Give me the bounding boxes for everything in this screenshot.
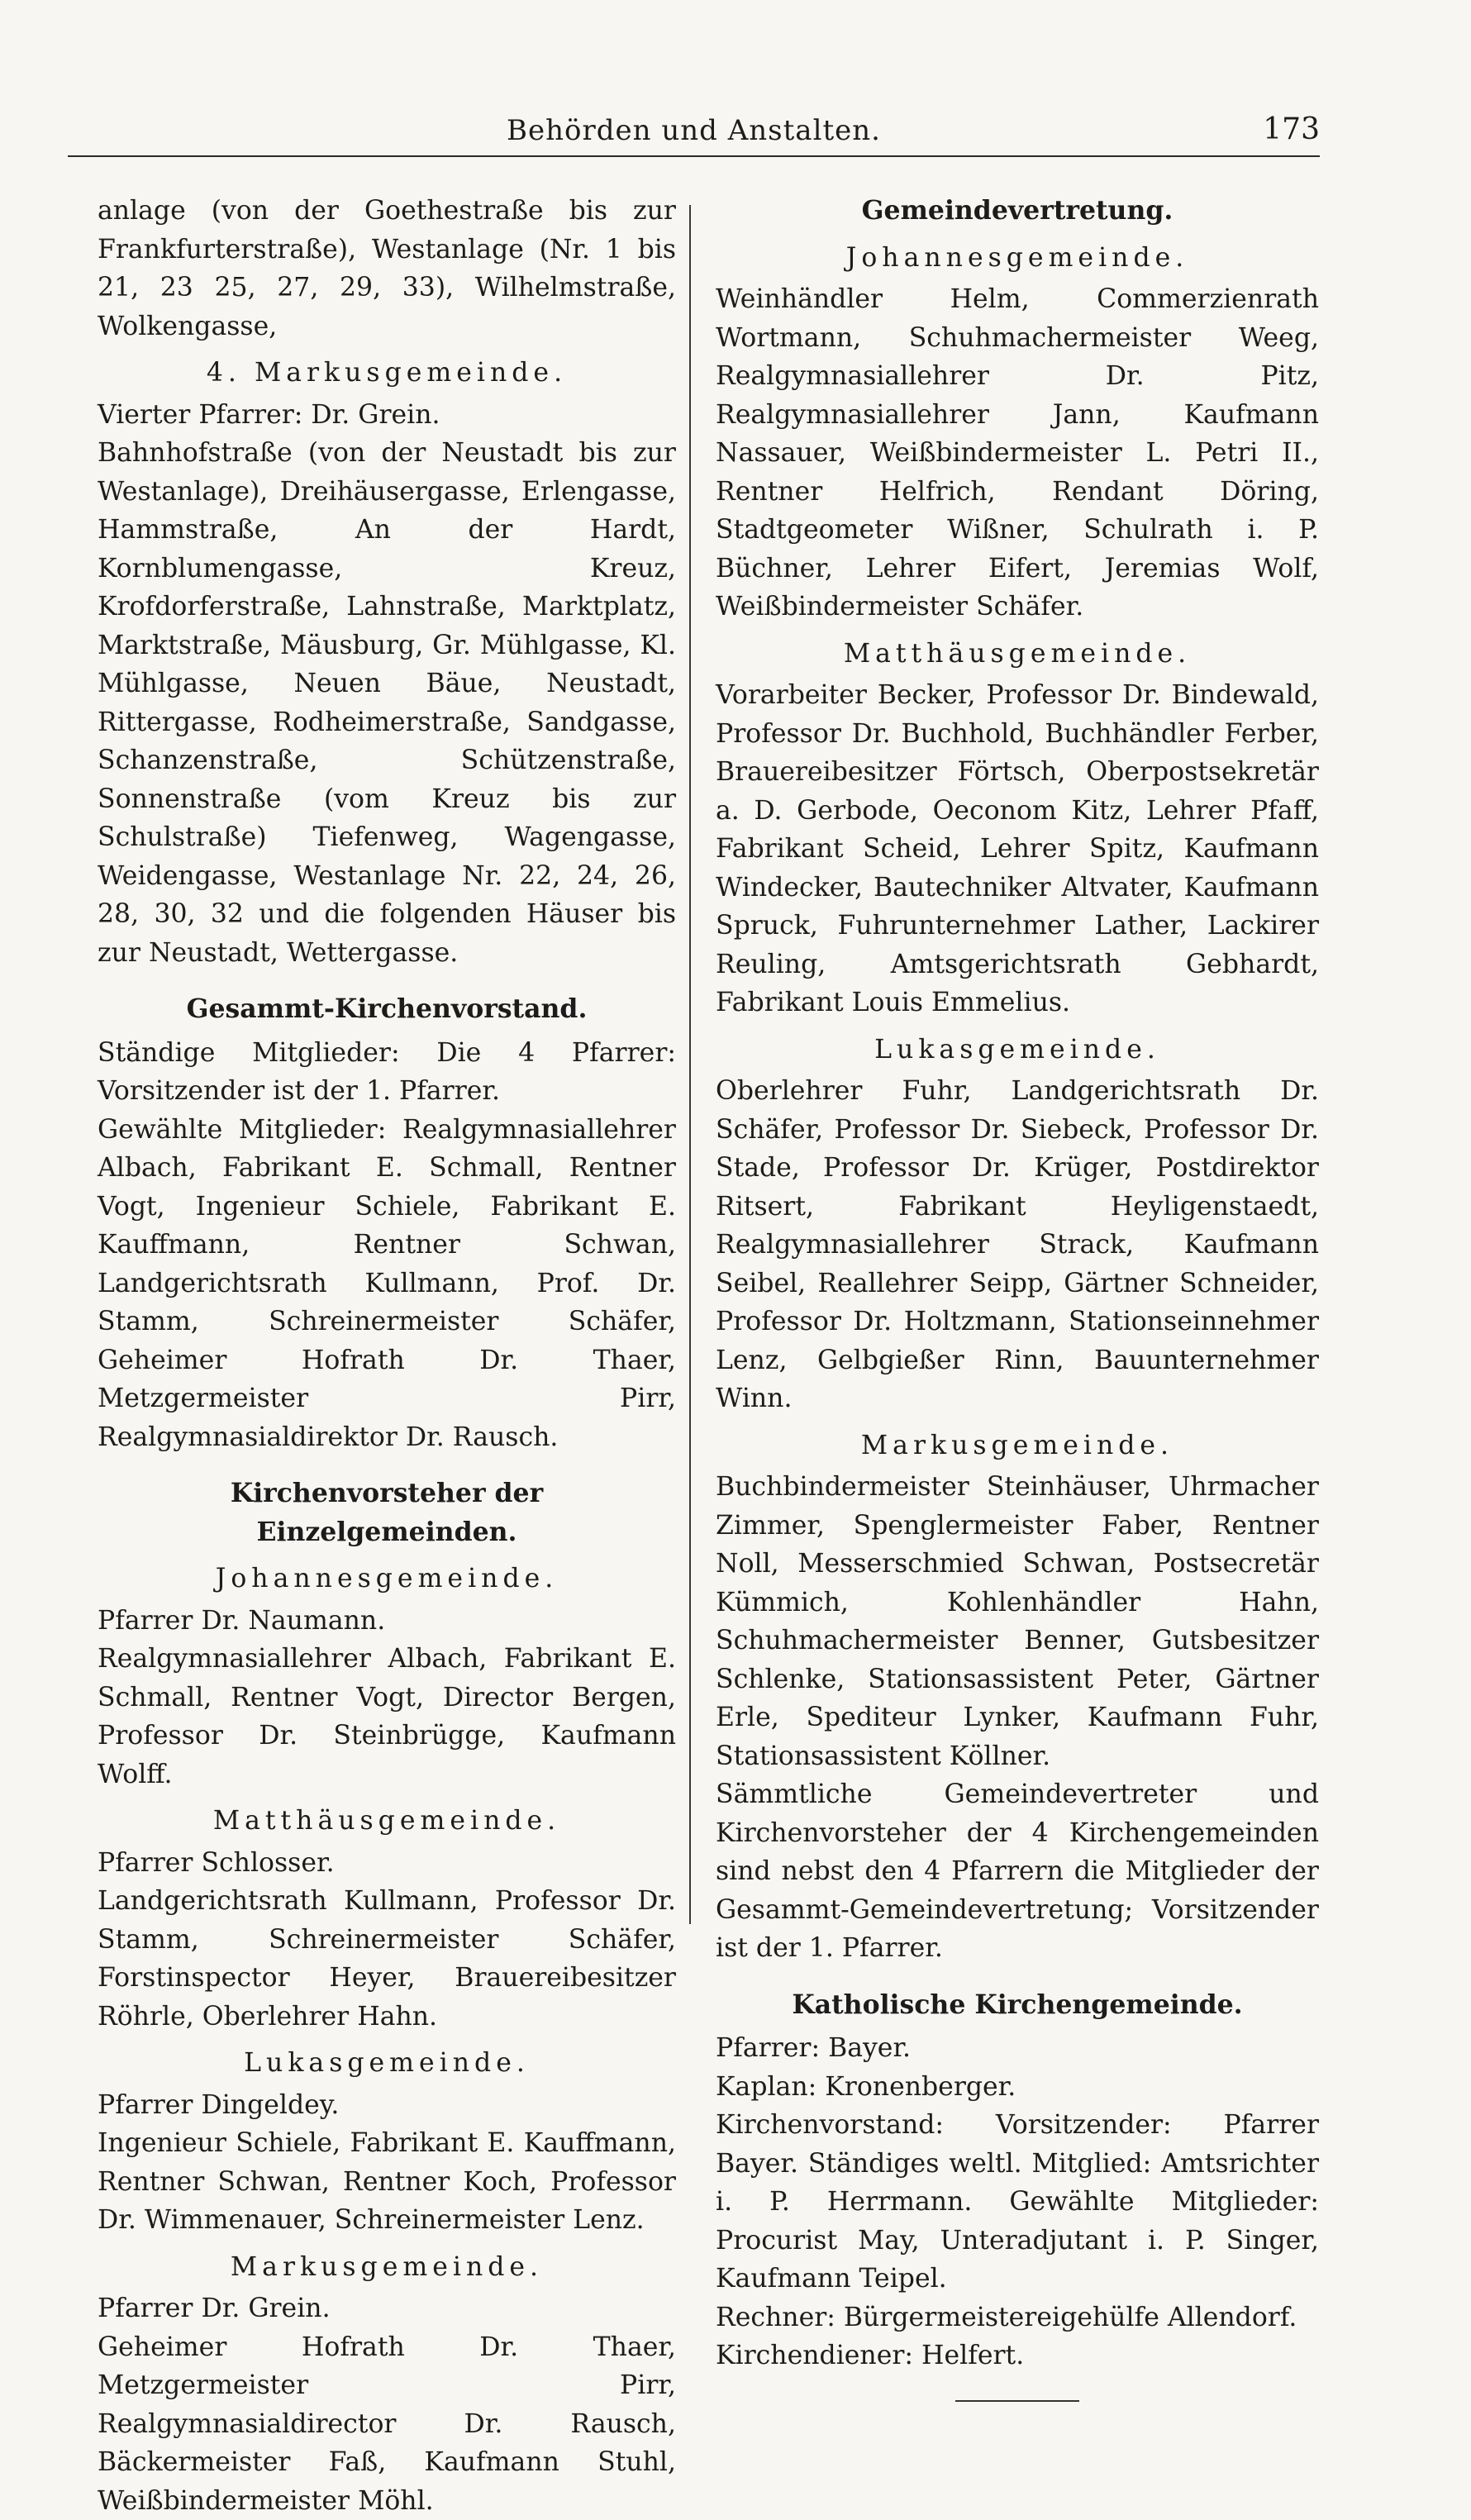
kv-johannes-members: Realgymnasiallehrer Albach, Fabrikant E. Schmall, Rentner Vogt, Director Bergen, Professor Dr. Steinbrügge, Kaufmann Wolff.	[98, 1640, 676, 1794]
kath-sexton: Kirchendiener: Helfert.	[716, 2337, 1319, 2375]
markus-streets: Bahnhofstraße (von der Neustadt bis zur Westanlage), Dreihäusergasse, Erlengasse, Hammstraße, An der Hardt, Kornblumengasse, Kreuz, Krofdorferstraße, Lahnstraße, Marktplatz, Marktstraße, Mäusburg, Gr. Mühlgasse, Kl. Mühlgasse, Neuen Bäue, Neustadt, Rittergasse, Rodheimerstraße, Sandgasse, Schanzenstraße, Schützenstraße, Sonnenstraße (vom Kreuz bis zur Schulstraße) Tiefenweg, Wagengasse, Weidengasse, Westanlage Nr. 22, 24, 26, 28, 30, 32 und die folgenden Häuser bis zur Neustadt, Wettergasse.	[98, 434, 676, 972]
gv-note: Sämmtliche Gemeindevertreter und Kirchenvorsteher der 4 Kirchengemeinden sind nebst den 4 Pfarrern die Mitglieder der Gesammt-Gemeindevertretung; Vorsitzender ist der 1. Pfarrer.	[716, 1775, 1319, 1968]
kath-church-board: Kirchenvorstand: Vorsitzender: Pfarrer Bayer. Ständiges weltl. Mitglied: Amtsrichter i. P. Herrmann. Gewählte Mitglieder: Procurist May, Unteradjutant i. P. Singer, Kaufmann Teipel.	[716, 2106, 1319, 2298]
kv-lukas-members: Ingenieur Schiele, Fabrikant E. Kauffmann, Rentner Schwan, Rentner Koch, Professor Dr. Wimmenauer, Schreinermeister Lenz.	[98, 2124, 676, 2240]
gesammt-kirchenvorstand-heading: Gesammt-Kirchenvorstand.	[98, 990, 676, 1029]
gv-johannes-members: Weinhändler Helm, Commerzienrath Wortmann, Schuhmachermeister Weeg, Realgymnasiallehrer Dr. Pitz, Realgymnasiallehrer Jann, Kaufmann Nassauer, Weißbindermeister L. Petri II., Rentner Helfrich, Rendant Döring, Stadtgeometer Wißner, Schulrath i. P. Büchner, Lehrer Eifert, Jeremias Wolf, Weißbindermeister Schäfer.	[716, 280, 1319, 626]
gesammt-elected-members: Gewählte Mitglieder: Realgymnasiallehrer Albach, Fabrikant E. Schmall, Rentner Vogt, Ingenieur Schiele, Fabrikant E. Kauffmann, Rentner Schwan, Landgerichtsrath Kullmann, Prof. Dr. Stamm, Schreinermeister Schäfer, Geheimer Hofrath Dr. Thaer, Metzgermeister Pirr, Realgymnasialdirektor Dr. Rausch.	[98, 1111, 676, 1457]
gemeindevertretung-heading: Gemeindevertretung.	[716, 192, 1319, 231]
kath-chaplain: Kaplan: Kronenberger.	[716, 2068, 1319, 2107]
gv-markus-members: Buchbindermeister Steinhäuser, Uhrmacher Zimmer, Spenglermeister Faber, Rentner Noll, Messerschmied Schwan, Postsecretär Kümmich, Kohlenhändler Hahn, Schuhmachermeister Benner, Gutsbesitzer Schlenke, Stationsassistent Peter, Gärtner Erle, Spediteur Lynker, Kaufmann Fuhr, Stationsassistent Köllner.	[716, 1468, 1319, 1775]
gv-matthaeus-heading: Matthäusgemeinde.	[716, 635, 1319, 674]
gesammt-standing-members: Ständige Mitglieder: Die 4 Pfarrer: Vorsitzender ist der 1. Pfarrer.	[98, 1034, 676, 1111]
kath-pastor: Pfarrer: Bayer.	[716, 2029, 1319, 2068]
katholische-kirchengemeinde-heading: Katholische Kirchengemeinde.	[716, 1986, 1319, 2025]
gv-markus-heading: Markusgemeinde.	[716, 1427, 1319, 1465]
kirchenvorsteher-heading: Kirchenvorsteher der Einzelgemeinden.	[98, 1474, 676, 1551]
johannes-streets-continued: anlage (von der Goethestraße bis zur Frankfurterstraße), Westanlage (Nr. 1 bis 21, 23 25, 27, 29, 33), Wilhelmstraße, Wolkengasse,	[98, 192, 676, 345]
column-divider	[689, 205, 691, 1924]
kv-johannes-heading: Johannesgemeinde.	[98, 1560, 676, 1598]
gv-matthaeus-members: Vorarbeiter Becker, Professor Dr. Bindewald, Professor Dr. Buchhold, Buchhändler Ferber, Brauereibesitzer Förtsch, Oberpostsekretär a. D. Gerbode, Oeconom Kitz, Lehrer Pfaff, Fabrikant Scheid, Lehrer Spitz, Kaufmann Windecker, Bautechniker Altvater, Kaufmann Spruck, Fuhrunternehmer Lather, Lackirer Reuling, Amtsgerichtsrath Gebhardt, Fabrikant Louis Emmelius.	[716, 676, 1319, 1022]
right-column	[716, 192, 1319, 2402]
markus-pastor: Vierter Pfarrer: Dr. Grein.	[98, 396, 676, 435]
gv-johannes-heading: Johannesgemeinde.	[716, 239, 1319, 278]
kv-markus-heading: Markusgemeinde.	[98, 2248, 676, 2287]
left-column	[98, 192, 676, 2520]
running-title: Behörden und Anstalten.	[68, 114, 1320, 147]
gv-lukas-members: Oberlehrer Fuhr, Landgerichtsrath Dr. Schäfer, Professor Dr. Siebeck, Professor Dr. Stade, Professor Dr. Krüger, Postdirektor Ritsert, Fabrikant Heyligenstaedt, Realgymnasiallehrer Strack, Kaufmann Seibel, Reallehrer Seipp, Gärtner Schneider, Professor Dr. Holtzmann, Stationseinnehmer Lenz, Gelbgießer Rinn, Bauunternehmer Winn.	[716, 1072, 1319, 1418]
gv-lukas-heading: Lukasgemeinde.	[716, 1031, 1319, 1069]
kv-lukas-heading: Lukasgemeinde.	[98, 2044, 676, 2083]
kv-markus-pastor: Pfarrer Dr. Grein.	[98, 2289, 676, 2328]
page-header	[68, 106, 1320, 157]
markus-parish-heading: 4. Markusgemeinde.	[98, 354, 676, 393]
kv-johannes-pastor: Pfarrer Dr. Naumann.	[98, 1602, 676, 1641]
kv-matthaeus-heading: Matthäusgemeinde.	[98, 1802, 676, 1841]
kv-lukas-pastor: Pfarrer Dingeldey.	[98, 2086, 676, 2125]
kv-matthaeus-pastor: Pfarrer Schlosser.	[98, 1844, 676, 1883]
kv-matthaeus-members: Landgerichtsrath Kullmann, Professor Dr. Stamm, Schreinermeister Schäfer, Forstinspector Heyer, Brauereibesitzer Röhrle, Oberlehrer Hahn.	[98, 1882, 676, 2036]
kv-markus-members: Geheimer Hofrath Dr. Thaer, Metzgermeister Pirr, Realgymnasialdirector Dr. Rausch, Bäckermeister Faß, Kaufmann Stuhl, Weißbindermeister Möhl.	[98, 2328, 676, 2520]
page-number: 173	[1263, 112, 1320, 146]
kath-treasurer: Rechner: Bürgermeistereigehülfe Allendorf.	[716, 2298, 1319, 2337]
closing-rule	[955, 2400, 1079, 2402]
